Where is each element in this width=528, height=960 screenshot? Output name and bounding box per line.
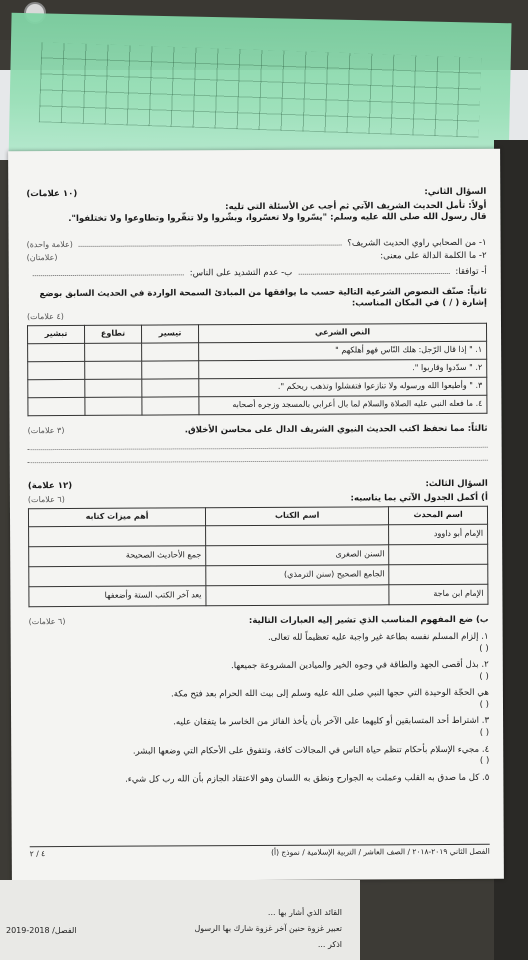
table-cell[interactable]: [206, 585, 389, 606]
q2-second-instruction: ثانياً: صنّف النصوص الشرعية التالية حسب ما يوافقها من المبادئ السمحة الواردة في الحديث السابق بوضع إشارة ( / ) في المكان المناسب:: [39, 286, 487, 309]
q2-item-2: ٢- ما الكلمة الدالة على معنى:: [380, 251, 487, 262]
q2-third-mark: (٣ علامات): [27, 425, 65, 435]
table-row: [29, 565, 488, 587]
answer-line[interactable]: [33, 266, 184, 276]
table-header: اسم الكتاب: [206, 507, 389, 526]
table-cell: الجامع الصحيح (سنن الترمذي): [206, 565, 389, 586]
q2-item-2a: أ- توافقا:: [455, 266, 487, 277]
q2-marks: (١٠ علامات): [26, 188, 78, 200]
lower-sheet: [0, 880, 360, 960]
answer-blank[interactable]: ( ): [479, 727, 490, 738]
item-text: ٣. اشتراط أحد المتسابقين أو كليهما على الآخر بأن يأخذ الفائز من الخاسر ما يتفقان عليه.: [173, 716, 490, 728]
q2-title: السؤال الثاني:: [424, 186, 487, 198]
lower-line-2: تعبير غزوة حنين آخر غزوة شارك بها الرسول: [194, 924, 342, 933]
answer-blank[interactable]: ( ): [479, 756, 490, 767]
mark-cell[interactable]: [142, 342, 199, 360]
list-item: [29, 688, 489, 714]
mark-cell[interactable]: [28, 379, 85, 397]
q3-marks: (١٢ علامة): [27, 481, 73, 492]
q2-first-instruction: أولاً: تأمل الحديث الشريف الآتي ثم أجب عن الأسئلة التي تليه:: [225, 200, 487, 212]
mark-cell[interactable]: [85, 361, 142, 379]
mark-cell[interactable]: [28, 397, 85, 415]
q3-title: السؤال الثالث:: [425, 478, 488, 490]
table-cell: ١. " إذا قال الرّجل: هلك النّاس فهو أهلكهم ": [199, 341, 487, 361]
table-cell[interactable]: [389, 545, 488, 566]
list-item: [29, 744, 489, 770]
mark-cell[interactable]: [28, 343, 85, 361]
table-header: اسم المحدث: [389, 507, 488, 526]
table-row: [28, 359, 487, 379]
q2-second-mark: (٤ علامات): [26, 311, 64, 321]
page-footer: [30, 844, 490, 860]
answer-blank[interactable]: ( ): [479, 671, 489, 682]
answer-line[interactable]: [28, 437, 488, 450]
lower-line-3: اذكر ...: [317, 940, 342, 949]
table-cell: جمع الأحاديث الصحيحة: [29, 546, 206, 567]
answer-line[interactable]: [79, 236, 341, 246]
classification-table: [27, 322, 487, 415]
list-item: [29, 773, 489, 787]
table-cell[interactable]: [206, 525, 389, 546]
answer-blank[interactable]: ( ): [479, 699, 490, 710]
list-item: [29, 716, 489, 742]
item-text: هي الحجّة الوحيدة التي حجها النبي صلى الله عليه وسلم إلى بيت الله الحرام بعد فتح مكة.: [170, 688, 489, 700]
mark-cell[interactable]: [142, 360, 199, 378]
q2-third-instruction: ثالثاً: مما تحفظ اكتب الحديث النبوي الشريف الدال على محاسن الأخلاق.: [184, 423, 488, 435]
table-cell[interactable]: [29, 566, 206, 587]
list-item: [29, 632, 489, 658]
lower-year: 2019-2018 /الفصل: [6, 926, 77, 935]
table-cell: ٢. " سدّدوا وقاربوا ".: [199, 359, 487, 379]
item-text: ٤. مجيء الإسلام بأحكام تنظم حياة الناس في المجالات كافة، وتتفوق على الأحكام التي وضعها البشر.: [132, 744, 490, 757]
mark-cell[interactable]: [85, 397, 142, 415]
item-text: ٢. بذل أقصى الجهد والطاقة في وجوه الخير والميادين المشروعة جميعها.: [230, 659, 489, 672]
green-sheet-grid: [39, 42, 482, 137]
table-row: [28, 395, 487, 415]
table-cell[interactable]: [29, 526, 206, 547]
list-item: [29, 660, 489, 686]
mark-cell[interactable]: [28, 361, 85, 379]
table-header: تبشير: [28, 325, 85, 343]
table-cell: يعد آخر الكتب الستة وأضعفها: [29, 586, 206, 607]
answer-blank[interactable]: ( ): [479, 643, 489, 654]
table-header: تطاوع: [85, 325, 142, 343]
table-cell: الإمام ابن ماجة: [389, 585, 488, 606]
footer-info: الفصل الثاني ٢٠١٩-٢٠١٨ / الصف العاشر / التربية الإسلامية / نموذج (أ): [271, 846, 490, 857]
table-row: [28, 341, 487, 361]
table-row: [28, 377, 487, 397]
q2-item-2b: ب- عدم التشديد على الناس:: [189, 267, 293, 279]
lower-line-1: القائد الذي أشار بها ...: [267, 908, 342, 917]
mark-cell[interactable]: [142, 396, 199, 414]
table-cell: ٤. ما فعله النبي عليه الصلاة والسلام لما بال أعرابي بالمسجد وزجره أصحابه: [199, 395, 487, 415]
table-header: أهم ميزات كتابه: [28, 508, 205, 527]
q2-item-1: ١- من الصحابي راوي الحديث الشريف؟: [347, 237, 487, 249]
concepts-list: [29, 632, 490, 787]
mark-cell[interactable]: [85, 379, 142, 397]
q2-item-1-mark: (علامة واحدة): [26, 239, 73, 249]
answer-line[interactable]: [298, 265, 449, 275]
q2-item-2-mark: (علامتان): [26, 253, 58, 263]
q3-a-mark: (٦ علامات): [27, 494, 65, 504]
table-cell: ٣. " وأطيعوا الله ورسوله ولا تنازعوا فتفشلوا وتذهب ريحكم ".: [199, 377, 487, 397]
table-row: [29, 585, 488, 607]
mark-cell[interactable]: [142, 378, 199, 396]
table-header: تيسير: [142, 324, 199, 342]
answer-line[interactable]: [28, 450, 488, 463]
q3-a-instruction: أ) أكمل الجدول الآتي بما يناسبه:: [350, 492, 488, 504]
item-text: ١. إلزام المسلم نفسه بطاعة غير واجبة عليه تعظيماً لله تعالى.: [267, 631, 489, 643]
table-row: [29, 545, 488, 567]
hadith-text: قال رسول الله صلى الله عليه وسلم: "يسّروا ولا تعسّروا، وبشّروا ولا تنفّروا وتطاوعوا ولا تختلفوا".: [68, 211, 487, 225]
item-text: ٥. كل ما صدق به القلب وعملت به الجوارح ونطق به اللسان وهو الاعتقاد الجازم بأن الله رب كل شيء.: [125, 772, 490, 785]
table-cell: الإمام أبو داوود: [389, 525, 488, 546]
table-row: [29, 525, 488, 547]
q3-b-mark: (٦ علامات): [28, 617, 66, 627]
table-header: النص الشرعي: [199, 323, 487, 343]
table-cell[interactable]: [389, 565, 488, 586]
exam-page: [8, 149, 504, 882]
q3-b-instruction: ب) ضع المفهوم المناسب الذي تشير إليه العبارات التالية:: [248, 615, 489, 627]
page-number: ٤ / ٢: [29, 848, 46, 859]
table-cell: السنن الصغرى: [206, 545, 389, 566]
scholars-table: [28, 506, 489, 607]
mark-cell[interactable]: [85, 343, 142, 361]
